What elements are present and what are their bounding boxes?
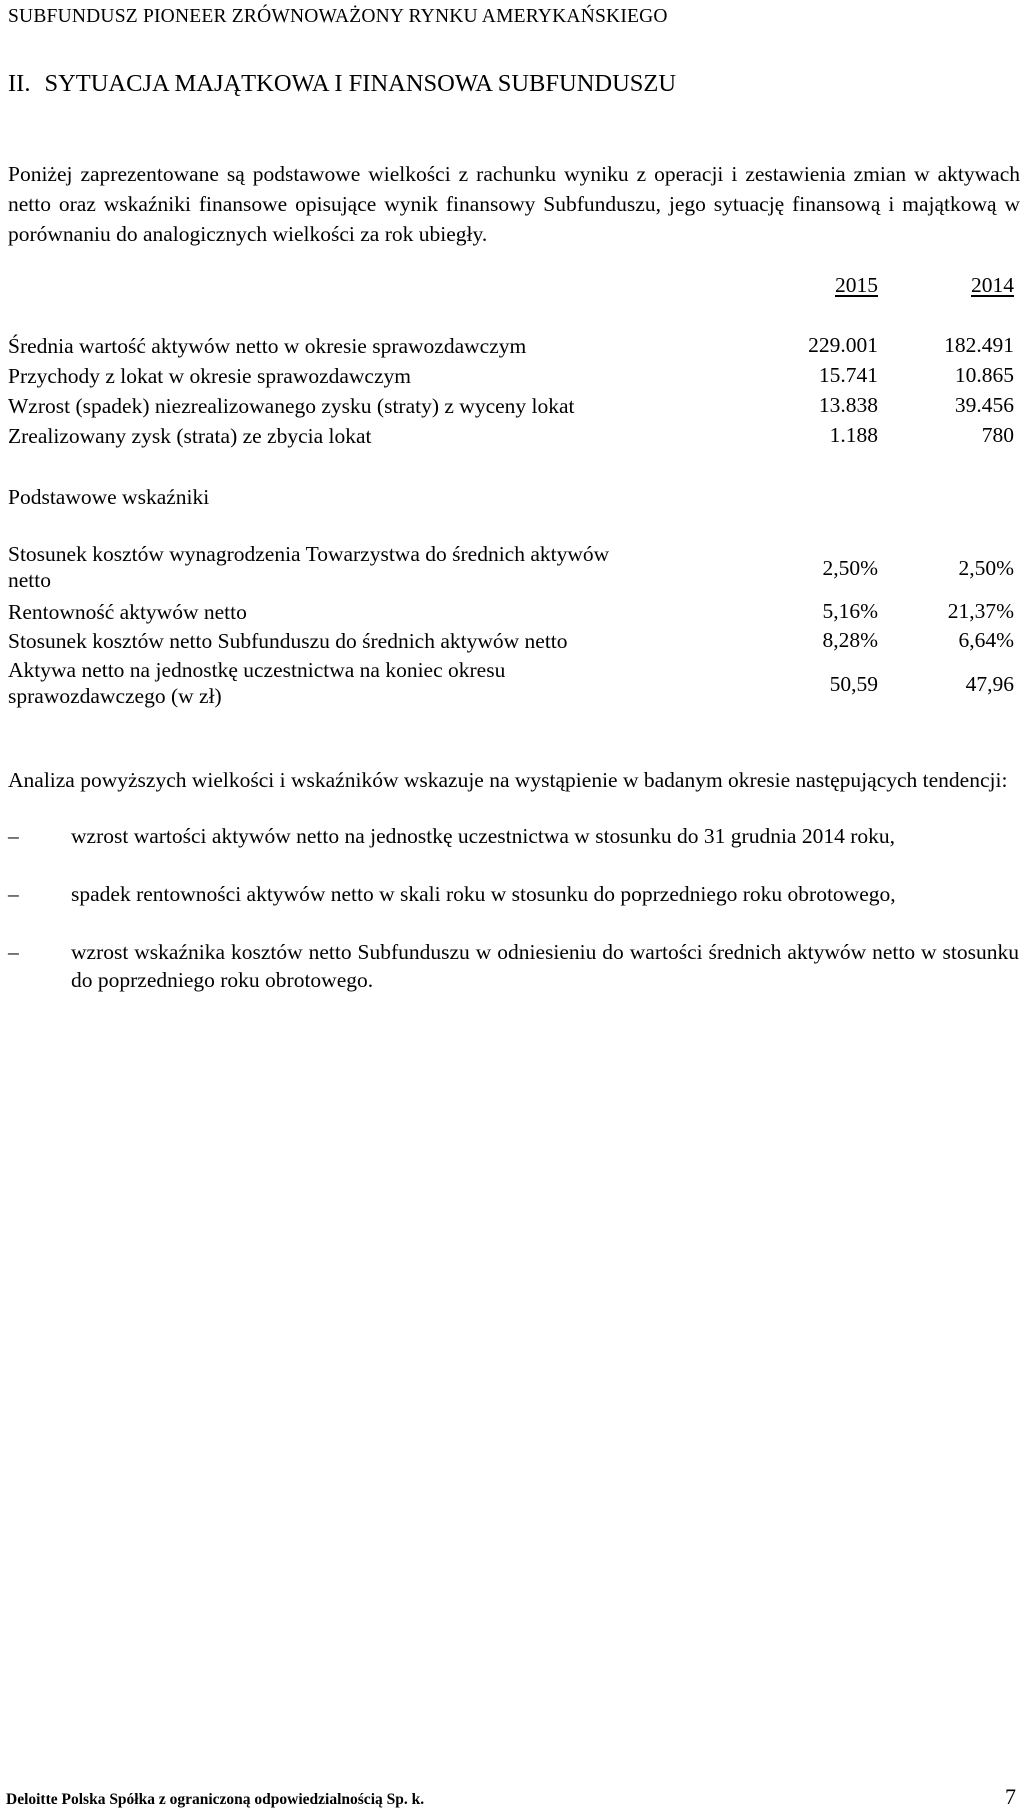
table-row bbox=[8, 423, 1020, 449]
footer-firm-name: Deloitte Polska Spółka z ograniczoną odpowiedzialnością Sp. k. bbox=[6, 1791, 425, 1808]
fund-name-header: SUBFUNDUSZ PIONEER ZRÓWNOWAŻONY RYNKU AMERYKAŃSKIEGO bbox=[8, 6, 668, 27]
value-2014: 182.491 bbox=[944, 333, 1014, 357]
analysis-intro: Analiza powyższych wielkości i wskaźników wskazuje na wystąpienie w badanym okresie następujących tendencji: bbox=[8, 768, 1008, 792]
year-2014-header: 2014 bbox=[971, 273, 1014, 297]
table-row bbox=[8, 599, 1020, 625]
intro-paragraph: Poniżej zaprezentowane są podstawowe wielkości z rachunku wyniku z operacji i zestawienia zmian w aktywach netto oraz wskaźniki finansowe opisujące wynik finansowy Subfunduszu, jego sytuację finansową i majątkową w porównaniu do analogicznych wielkości za rok ubiegły. bbox=[8, 162, 1020, 246]
value-2014: 47,96 bbox=[965, 672, 1014, 696]
row-label: Wzrost (spadek) niezrealizowanego zysku (straty) z wyceny lokat bbox=[8, 394, 575, 418]
table-row bbox=[8, 363, 1020, 389]
value-2015: 50,59 bbox=[829, 672, 878, 696]
list-item-text: wzrost wartości aktywów netto na jednostkę uczestnictwa w stosunku do 31 grudnia 2014 roku, bbox=[71, 824, 896, 848]
value-2014: 10.865 bbox=[954, 363, 1014, 387]
indicators-heading bbox=[8, 484, 1020, 510]
value-2014: 2,50% bbox=[958, 556, 1014, 580]
table-row bbox=[8, 541, 1020, 597]
page-number: 7 bbox=[1005, 1784, 1016, 1809]
value-2014: 6,64% bbox=[958, 628, 1014, 652]
row-label: Stosunek kosztów netto Subfunduszu do średnich aktywów netto bbox=[8, 629, 568, 653]
year-2015-header: 2015 bbox=[835, 273, 878, 297]
section-heading bbox=[8, 70, 676, 98]
row-label bbox=[8, 657, 505, 709]
list-item-text: spadek rentowności aktywów netto w skali roku w stosunku do poprzedniego roku obrotowego, bbox=[71, 882, 896, 906]
list-item-text: wzrost wskaźnika kosztów netto Subfunduszu w odniesieniu do wartości średnich aktywów netto w stosunku do poprzedniego roku obrotowego. bbox=[71, 940, 1019, 992]
row-label-line2: netto bbox=[8, 568, 51, 592]
section-number: II. bbox=[8, 70, 31, 97]
dash-marker: – bbox=[8, 824, 19, 848]
row-label-line2: sprawozdawczego (w zł) bbox=[8, 684, 222, 708]
table-row bbox=[8, 333, 1020, 359]
dash-marker: – bbox=[8, 882, 19, 906]
year-header-row bbox=[8, 273, 1020, 303]
row-label-line1: Stosunek kosztów wynagrodzenia Towarzystwa do średnich aktywów bbox=[8, 542, 610, 566]
dash-marker: – bbox=[8, 940, 19, 964]
value-2015: 1.188 bbox=[829, 423, 878, 447]
value-2015: 15.741 bbox=[818, 363, 878, 387]
row-label: Przychody z lokat w okresie sprawozdawczym bbox=[8, 364, 411, 388]
row-label-line1: Aktywa netto na jednostkę uczestnictwa na koniec okresu bbox=[8, 658, 506, 682]
row-label: Rentowność aktywów netto bbox=[8, 600, 247, 624]
value-2014: 39.456 bbox=[954, 393, 1014, 417]
value-2014: 780 bbox=[981, 423, 1014, 447]
value-2015: 229.001 bbox=[808, 333, 878, 357]
value-2015: 8,28% bbox=[822, 628, 878, 652]
table-row bbox=[8, 657, 1020, 713]
value-2015: 5,16% bbox=[822, 599, 878, 623]
row-label bbox=[8, 541, 609, 593]
row-label: Średnia wartość aktywów netto w okresie sprawozdawczym bbox=[8, 334, 527, 358]
value-2015: 2,50% bbox=[822, 556, 878, 580]
table-row bbox=[8, 628, 1020, 654]
section-title: SYTUACJA MAJĄTKOWA I FINANSOWA SUBFUNDUSZU bbox=[44, 70, 677, 97]
table-row bbox=[8, 393, 1020, 419]
value-2014: 21,37% bbox=[947, 599, 1014, 623]
value-2015: 13.838 bbox=[818, 393, 878, 417]
indicators-heading-text: Podstawowe wskaźniki bbox=[8, 485, 210, 509]
row-label: Zrealizowany zysk (strata) ze zbycia lokat bbox=[8, 424, 372, 448]
